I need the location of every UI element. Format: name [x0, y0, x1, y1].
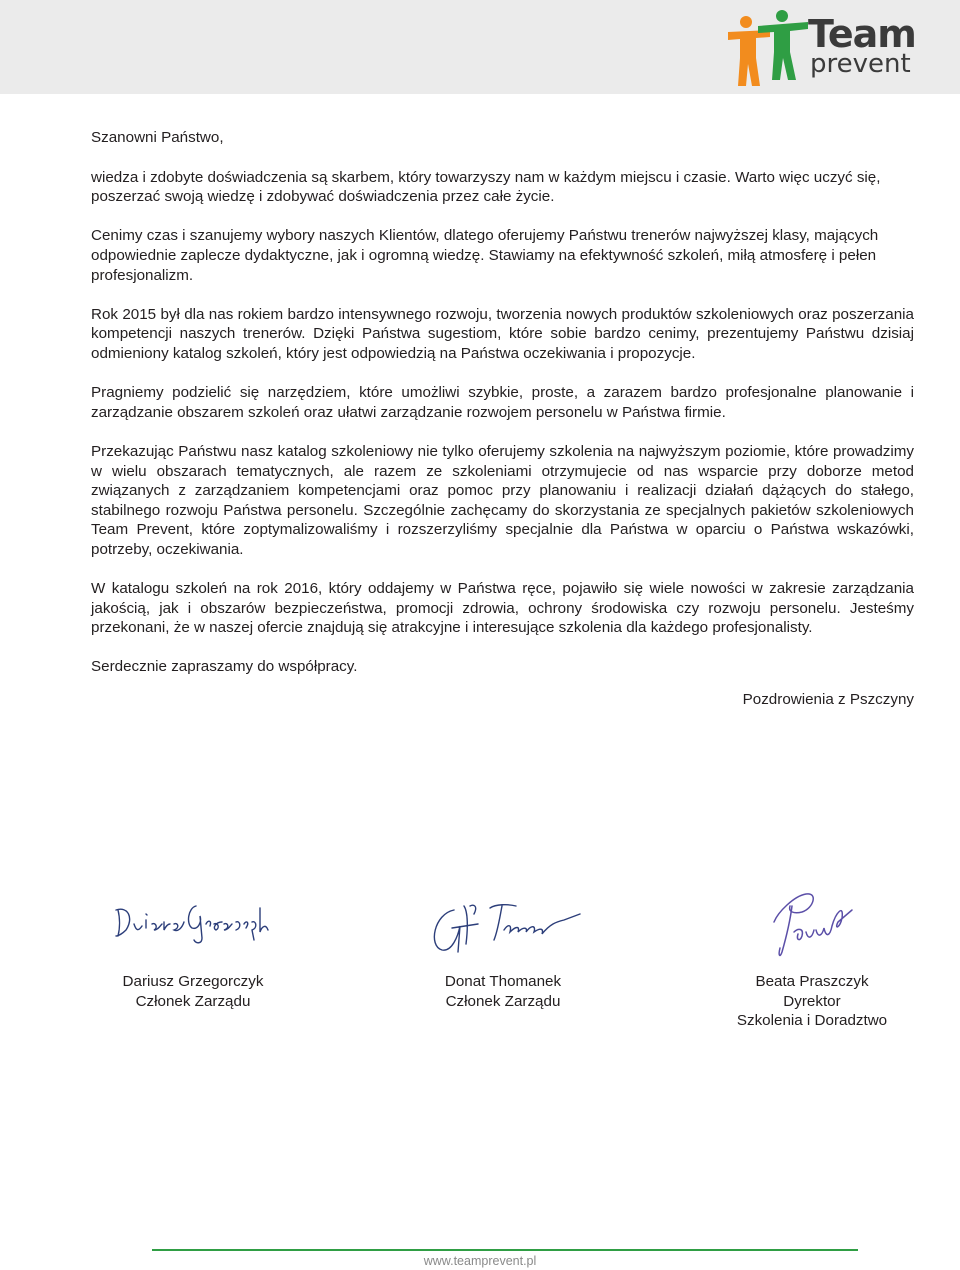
logo-text-prevent: prevent: [810, 49, 911, 79]
paragraph-1: wiedza i zdobyte doświadczenia są skarbem, który towarzyszy nam w każdym miejscu i czasie. Warto więc uczyć się, poszerzać swoją wiedzę i zdobywać doświadczenia przez całe życie.: [91, 168, 881, 206]
closing-greeting: Pozdrowienia z Pszczyny: [742, 691, 914, 708]
footer-divider: [152, 1249, 858, 1251]
signatory-3: [702, 972, 922, 1031]
paragraph-3: Rok 2015 był dla nas rokiem bardzo intensywnego rozwoju, tworzenia nowych produktów szkoleniowych oraz poszerzania kompetencji naszych trenerów. Dzięki Państwa sugestiom, które sobie bardzo cenimy, prezentujemy Państwu dzisiaj odmieniony katalog szkoleń, który jest odpowiedzią na Państwa oczekiwania i propozycje.: [91, 305, 914, 362]
logo-text-team: Team: [808, 12, 916, 56]
paragraph-4: Pragniemy podzielić się narzędziem, które umożliwi szybkie, proste, a zarazem bardzo profesjonalne planowanie i zarządzanie obszarem szkoleń oraz ułatwi zarządzanie rozwojem personelu w Państwa firmie.: [91, 384, 914, 421]
signature-donat-thomanek: [424, 888, 589, 960]
signatory-role: Członek Zarządu: [445, 992, 561, 1010]
people-logo-icon: [726, 6, 816, 88]
signatory-name: Dariusz Grzegorczyk: [122, 973, 264, 990]
signatory-2: [393, 972, 613, 1011]
signatory-role: Dyrektor: [783, 992, 841, 1010]
paragraph-2: Cenimy czas i szanujemy wybory naszych Klientów, dlatego oferujemy Państwu trenerów najwyższej klasy, mających odpowiednie zaplecze dydaktyczne, jak i ogromną wiedzę. Stawiamy na efektywność szkoleń, miłą atmosferę i pełen profesjonalizm.: [91, 227, 879, 284]
salutation: Szanowni Państwo,: [91, 129, 224, 146]
paragraph-5: Przekazując Państwu nasz katalog szkoleniowy nie tylko oferujemy szkolenia na najwyższym poziomie, które prowadzimy w wielu obszarach tematycznych, ale razem ze szkoleniami otrzymujecie od nas wsparcie przy doborze metod związanych z zarządzaniem kompetencjami oraz pomoc przy planowaniu i realizacji działań dążących do stałego, stabilnego rozwoju Państwa personelu. Szczególnie zachęcamy do skorzystania ze specjalnych pakietów szkoleniowych Team Prevent, które zoptymalizowaliśmy i rozszerzyliśmy specjalnie dla Państwa w oparciu o Państwa wskazówki, potrzeby, oczekiwania.: [91, 442, 914, 558]
signatory-role: Członek Zarządu: [135, 992, 251, 1010]
letter-body: [91, 128, 914, 697]
paragraph-6: W katalogu szkoleń na rok 2016, który oddajemy w Państwa ręce, pojawiło się wiele nowości w zakresie zarządzania jakością, jak i obszarów bezpieczeństwa, promocji zdrowia, ochrony środowiska czy rozwoju personelu. Jesteśmy przekonani, że w naszej ofercie znajdują się atrakcyjne i interesujące szkolenia dla każdego profesjonalisty.: [91, 580, 914, 637]
paragraph-7: Serdecznie zapraszamy do współpracy.: [91, 658, 358, 676]
signatory-role-line-2: Szkolenia i Doradztwo: [736, 1012, 888, 1030]
footer-website-url: www.teamprevent.pl: [423, 1254, 537, 1268]
signatory-name: Donat Thomanek: [444, 973, 562, 990]
team-prevent-logo: [726, 6, 916, 88]
signatory-1: [83, 972, 303, 1011]
signatory-name: Beata Praszczyk: [755, 973, 869, 990]
signature-dariusz-grzegorczyk: [112, 898, 277, 948]
signature-beata-praszczyk: [764, 882, 864, 964]
